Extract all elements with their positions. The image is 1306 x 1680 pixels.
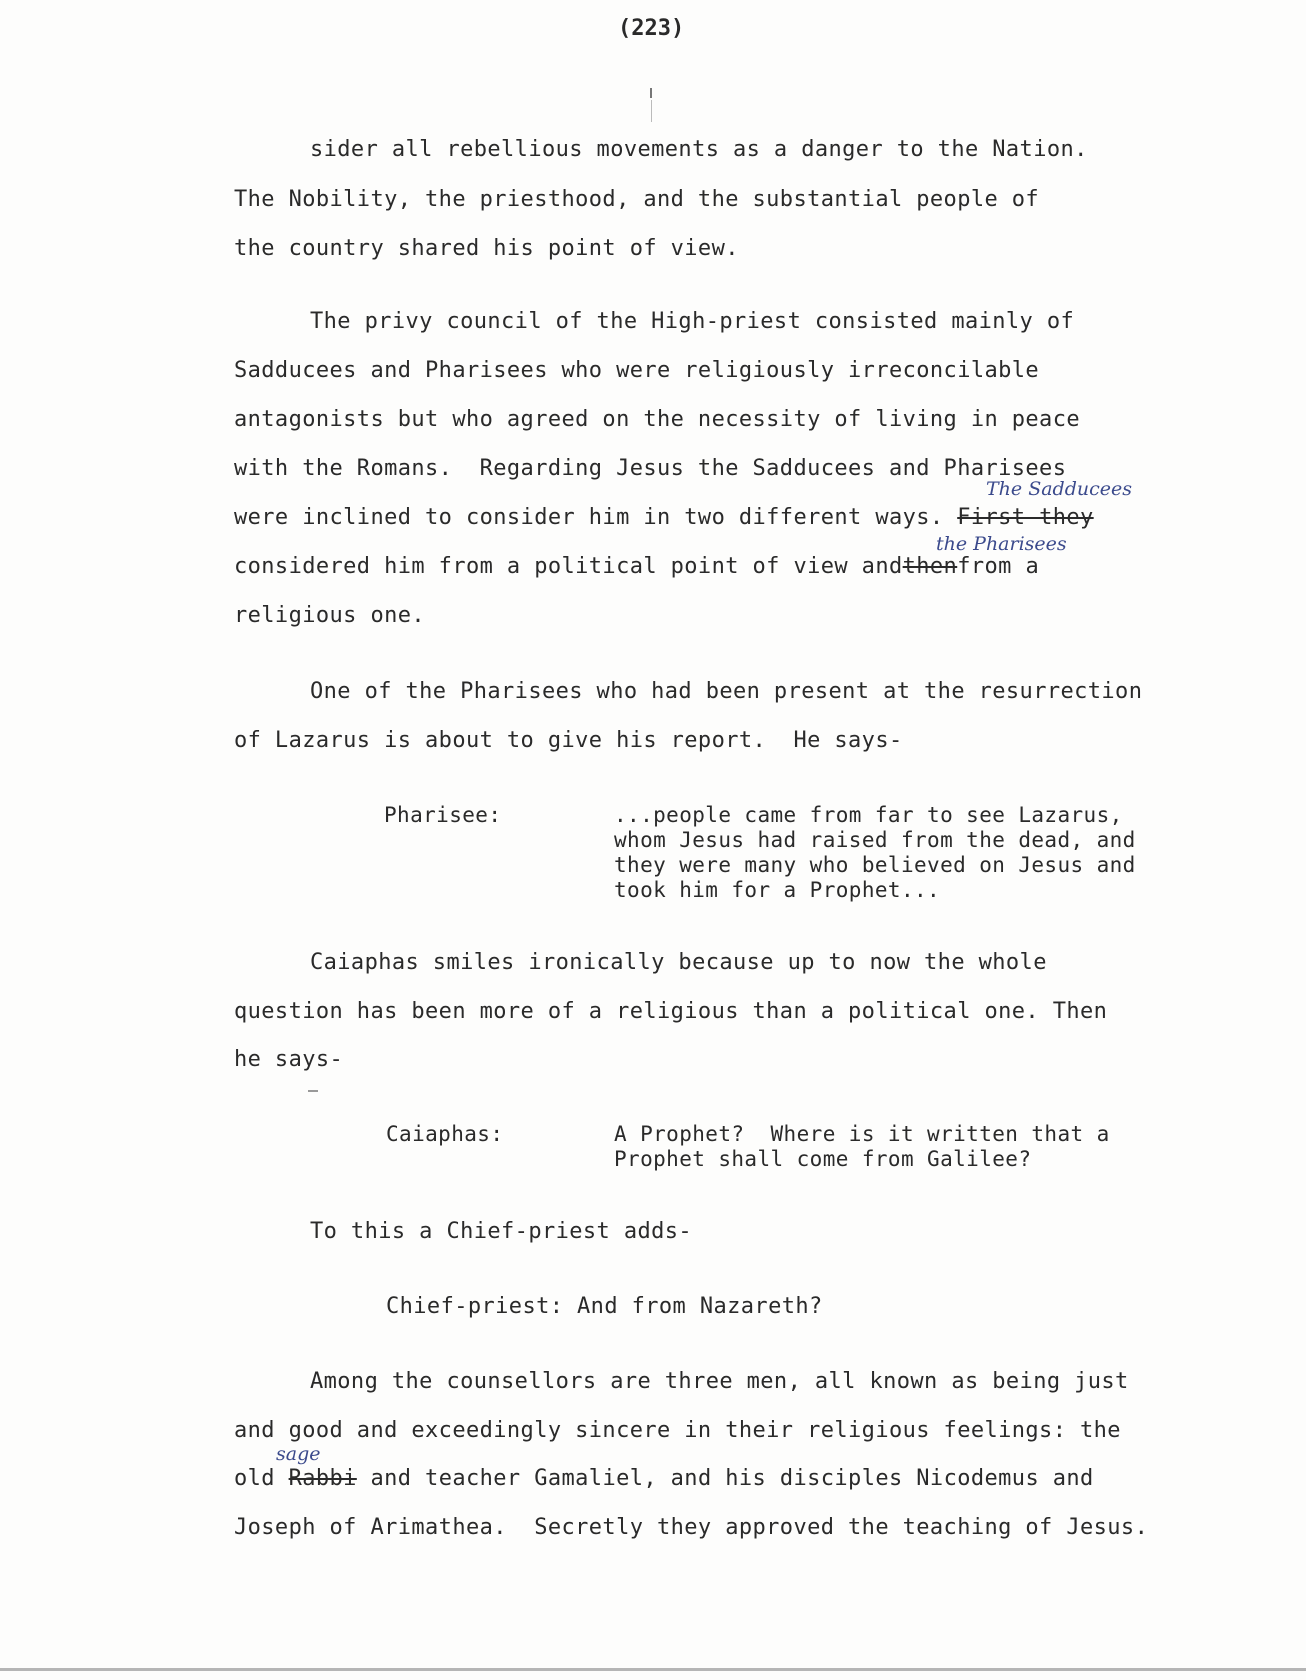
text-line: Joseph of Arimathea. Secretly they approved the teaching of Jesus. <box>234 1515 1149 1540</box>
pen-mark <box>651 100 652 122</box>
text-line: antagonists but who agreed on the necessity of living in peace <box>234 407 1080 432</box>
dialogue-speaker: Caiaphas: <box>386 1122 504 1146</box>
text-line: of Lazarus is about to give his report. He says- <box>234 728 903 753</box>
text-line: Among the counsellors are three men, all known as being just <box>310 1369 1129 1394</box>
dialogue-line: Prophet shall come from Galilee? <box>614 1147 1032 1171</box>
pen-mark <box>650 88 652 98</box>
text-line: The Nobility, the priesthood, and the substantial people of <box>234 187 1040 212</box>
text-line: The privy council of the High-priest consisted mainly of <box>310 309 1075 334</box>
struck-text: then <box>902 554 958 579</box>
dialogue-line: whom Jesus had raised from the dead, and <box>614 828 1136 852</box>
page-number: (223) <box>618 16 685 41</box>
dialogue-line: ...people came from far to see Lazarus, <box>614 803 1123 827</box>
text-line: considered him from a political point of view andthenfrom a <box>234 554 1040 579</box>
struck-text: Rabbi <box>288 1466 357 1491</box>
text-line: Sadducees and Pharisees who were religiously irreconcilable <box>234 358 1040 383</box>
text-line: question has been more of a religious than a political one. Then <box>234 999 1108 1024</box>
text-line: To this a Chief-priest adds- <box>310 1219 693 1244</box>
page-bottom-edge <box>0 1668 1306 1671</box>
struck-text: First they <box>957 505 1094 530</box>
dialogue-speaker: Pharisee: <box>384 803 502 827</box>
dialogue-line: A Prophet? Where is it written that a <box>614 1122 1110 1146</box>
text-line: with the Romans. Regarding Jesus the Sadducees and Pharisees <box>234 456 1067 481</box>
handwritten-insertion: the Pharisees <box>936 533 1067 555</box>
text-line: Caiaphas smiles ironically because up to now the whole <box>310 950 1047 975</box>
dialogue-line: Chief-priest: And from Nazareth? <box>386 1294 823 1319</box>
handwritten-insertion: sage <box>276 1443 321 1465</box>
dialogue-line: took him for a Prophet... <box>614 878 941 902</box>
text-line: old Rabbi and teacher Gamaliel, and his disciples Nicodemus and <box>234 1466 1094 1491</box>
text-line: were inclined to consider him in two different ways. First they <box>234 505 1094 530</box>
dialogue-line: they were many who believed on Jesus and <box>614 853 1136 877</box>
pen-mark <box>308 1090 318 1092</box>
handwritten-insertion: The Sadducees <box>986 478 1132 500</box>
text-line: he says- <box>234 1047 344 1072</box>
text-line: religious one. <box>234 603 426 628</box>
text-line: One of the Pharisees who had been present at the resurrection <box>310 679 1143 704</box>
text-line: sider all rebellious movements as a danger to the Nation. <box>310 137 1088 162</box>
text-line: and good and exceedingly sincere in their religious feelings: the <box>234 1418 1121 1443</box>
text-line: the country shared his point of view. <box>234 236 739 261</box>
